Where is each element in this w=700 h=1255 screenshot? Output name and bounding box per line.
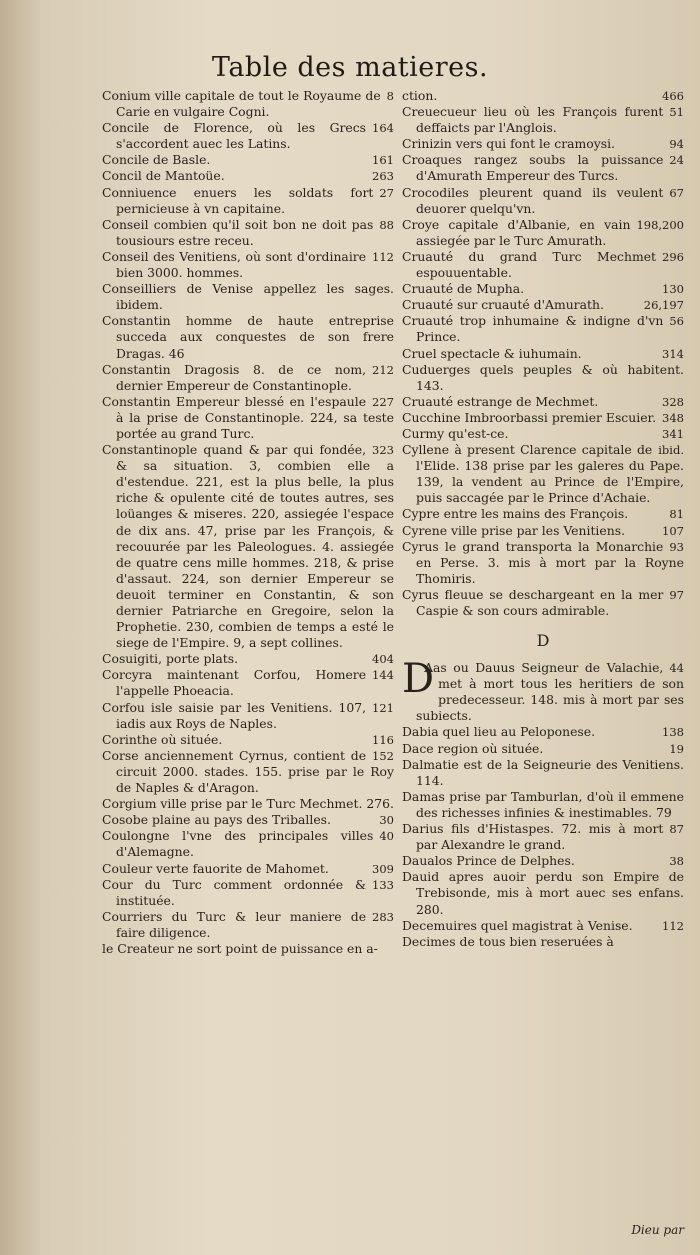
drop-cap: D bbox=[402, 656, 435, 703]
page-reference: 81 bbox=[669, 507, 684, 522]
page-reference: 26,197 bbox=[643, 298, 684, 313]
index-entry bbox=[402, 217, 684, 249]
page-reference: 161 bbox=[372, 153, 394, 168]
entry-text: Concil de Mantoüe. bbox=[102, 168, 225, 184]
entry-text: Couleur verte fauorite de Mahomet. bbox=[102, 860, 329, 876]
page-reference: 30 bbox=[379, 813, 394, 828]
entry-text: Conium ville capitale de tout le Royaume de Carie en vulgaire Cogni. bbox=[102, 88, 381, 120]
page-reference: 121 bbox=[372, 700, 394, 715]
index-entry bbox=[402, 281, 684, 297]
index-entry bbox=[102, 667, 394, 699]
entry-text: Conseil des Venitiens, où sont d'ordinaire bien 3000. hommes. bbox=[102, 248, 367, 281]
entry-text: Dalmatie est de la Seigneurie des Venitiens. 114. bbox=[402, 756, 684, 788]
page-reference: 263 bbox=[372, 169, 394, 184]
index-entry bbox=[402, 152, 684, 184]
entry-text: Cruauté trop inhumaine & indigne d'vn Prince. bbox=[402, 313, 664, 345]
page-reference: 328 bbox=[662, 394, 684, 409]
d-section-entries bbox=[402, 656, 684, 950]
entry-text: Creuecueur lieu où les François furent deffaicts par l'Anglois. bbox=[402, 104, 664, 136]
index-entry bbox=[102, 152, 394, 168]
page-reference: 116 bbox=[372, 732, 394, 747]
entry-text: Cour du Turc comment ordonnée & instituée. bbox=[102, 876, 367, 908]
page-reference: 466 bbox=[662, 89, 684, 103]
entry-text: Cypre entre les mains des François. bbox=[402, 506, 629, 522]
entry-text: Constantinople quand & par qui fondée, & sa situation. 3, combien elle a d'estendue. 221, est la plus belle, la plus riche & opulente cité de toutes autres, ses loüanges & miseres. 220, assiegée l'espace de dix ans. 47, prise par les François, & recouurée par les Paleologues. 4. assiegée de quatre cens mille hommes. 218, & prise d'assaut. 224, son dernier Empereur se deuoit terminer en Constantin, & son dernier Patriarche en Gregoire, selon la Prophetie. 230, combien de temps a esté le siege de l'Empire. 9, a sept collines. bbox=[102, 442, 394, 651]
entry-text: Cruel spectacle & iuhumain. bbox=[402, 345, 582, 361]
entry-text: Conniuence enuers les soldats fort pernicieuse à vn capitaine. bbox=[102, 184, 374, 216]
entry-text: Constantin Dragosis 8. de ce nom, dernier Empereur de Constantinople. bbox=[102, 361, 367, 393]
page-reference: 296 bbox=[662, 249, 684, 264]
entry-text: Cruauté de Mupha. bbox=[402, 281, 525, 297]
entry-text: Concile de Florence, où les Grecs s'accordent auec les Latins. bbox=[102, 120, 367, 152]
entry-text: Crinizin vers qui font le cramoysi. bbox=[402, 136, 615, 152]
entry-text: Decemuires quel magistrat à Venise. bbox=[402, 917, 633, 933]
page-reference: 40 bbox=[379, 829, 394, 844]
index-entry bbox=[102, 281, 394, 313]
index-entry bbox=[402, 918, 684, 934]
index-entry bbox=[102, 120, 394, 152]
entry-text: Corcyra maintenant Corfou, Homere l'appelle Phoeacia. bbox=[102, 667, 367, 699]
entry-text: Coulongne l'vne des principales villes d'Alemagne. bbox=[102, 828, 374, 860]
page-reference: 8 bbox=[386, 89, 394, 103]
index-entry bbox=[102, 748, 394, 796]
entry-text: Cyrene ville prise par les Venitiens. bbox=[402, 522, 626, 538]
entry-text: Cruauté estrange de Mechmet. bbox=[402, 393, 599, 409]
entry-text: Croye capitale d'Albanie, en vain assiegée par le Turc Amurath. bbox=[402, 216, 631, 248]
index-entry bbox=[402, 442, 684, 506]
index-entry bbox=[102, 941, 394, 957]
index-entry bbox=[402, 656, 684, 724]
entry-text: Dace region où située. bbox=[402, 740, 544, 756]
index-entry bbox=[102, 217, 394, 249]
entry-text: Cosuigiti, porte plats. bbox=[102, 651, 239, 667]
index-entry bbox=[402, 789, 684, 821]
index-entry bbox=[102, 442, 394, 651]
index-entry bbox=[402, 410, 684, 426]
page-reference: 51 bbox=[669, 105, 684, 120]
index-entry bbox=[402, 104, 684, 136]
page-reference: 130 bbox=[662, 282, 684, 297]
entry-text: Conseilliers de Venise appellez les sages. ibidem. bbox=[102, 281, 394, 313]
page-reference: 404 bbox=[372, 652, 394, 667]
page-reference: 112 bbox=[372, 249, 394, 264]
index-entry bbox=[402, 394, 684, 410]
index-entry bbox=[402, 741, 684, 757]
entry-text: Croaques rangez soubs la puissance d'Amurath Empereur des Turcs. bbox=[402, 152, 664, 184]
index-entry bbox=[402, 934, 684, 950]
page-reference: 38 bbox=[669, 854, 684, 869]
entry-text: Corinthe où située. bbox=[102, 731, 223, 747]
page-reference: 94 bbox=[669, 137, 684, 152]
entry-text: Dabia quel lieu au Peloponese. bbox=[402, 724, 596, 740]
index-entry bbox=[402, 362, 684, 394]
index-entry bbox=[402, 426, 684, 442]
page-reference: 24 bbox=[669, 153, 684, 168]
page-reference: 283 bbox=[372, 909, 394, 924]
page-reference: 19 bbox=[669, 741, 684, 756]
entry-text: Decimes de tous bien reseruées à bbox=[402, 933, 614, 949]
index-entry bbox=[402, 539, 684, 587]
index-entry bbox=[402, 757, 684, 789]
entry-text: Corfou isle saisie par les Venitiens. 107, iadis aux Roys de Naples. bbox=[102, 699, 367, 731]
index-entry bbox=[102, 828, 394, 860]
entry-text: Concile de Basle. bbox=[102, 152, 211, 168]
entry-text: Cuduerges quels peuples & où habitent. 143. bbox=[402, 361, 684, 393]
index-entry bbox=[102, 185, 394, 217]
page-title: Table des matieres. bbox=[211, 52, 489, 83]
page-reference: ibid. bbox=[658, 443, 684, 458]
page-reference: 27 bbox=[379, 185, 394, 200]
index-entry bbox=[102, 909, 394, 941]
index-entry bbox=[102, 249, 394, 281]
index-entry bbox=[402, 724, 684, 740]
index-entry bbox=[402, 821, 684, 853]
page-reference: 97 bbox=[669, 587, 684, 602]
page-reference: 56 bbox=[669, 314, 684, 329]
page-reference: 341 bbox=[662, 426, 684, 441]
section-letter-heading: D bbox=[536, 631, 550, 651]
entry-text: Corse anciennement Cyrnus, contient de circuit 2000. stades. 155. prise par le Roy de Naples & d'Aragon. bbox=[102, 747, 394, 796]
index-entry bbox=[402, 313, 684, 345]
entry-text: Darius fils d'Histaspes. 72. mis à mort par Alexandre le grand. bbox=[402, 821, 664, 853]
index-entry bbox=[102, 168, 394, 184]
entry-text: Cruauté sur cruauté d'Amurath. bbox=[402, 297, 604, 313]
index-entry bbox=[402, 869, 684, 917]
page-reference: 152 bbox=[372, 748, 394, 763]
index-entry bbox=[102, 651, 394, 667]
index-entry bbox=[102, 88, 394, 120]
index-entry bbox=[102, 796, 394, 812]
page-reference: 67 bbox=[669, 185, 684, 200]
index-entry bbox=[402, 853, 684, 869]
page-reference: 93 bbox=[669, 539, 684, 554]
entry-text: Constantin homme de haute entreprise succeda aux conquestes de son frere Dragas. 46 bbox=[102, 313, 394, 361]
right-column bbox=[402, 88, 684, 950]
index-entry bbox=[402, 88, 684, 104]
index-entry bbox=[102, 394, 394, 442]
page-reference: 138 bbox=[662, 725, 684, 740]
entry-text: Crocodiles pleurent quand ils veulent deuorer quelqu'vn. bbox=[402, 184, 664, 216]
entry-text: Cyrus fleuue se deschargeant en la mer Caspie & son cours admirable. bbox=[402, 586, 664, 618]
entry-text: Aas ou Dauus Seigneur de Valachie, met à mort tous les heritiers de son predecesseur. 148. mis à mort par ses subiects. bbox=[416, 660, 684, 724]
entry-text: Daualos Prince de Delphes. bbox=[402, 853, 575, 869]
page-reference: 107 bbox=[662, 523, 684, 538]
entry-text: Conseil combien qu'il soit bon ne doit pas tousiours estre receu. bbox=[102, 216, 374, 248]
index-entry bbox=[402, 587, 684, 619]
page-reference: 87 bbox=[669, 822, 684, 837]
index-entry bbox=[102, 313, 394, 361]
entry-text: Dauid apres auoir perdu son Empire de Trebisonde, mis à mort auec ses enfans. 280. bbox=[402, 869, 684, 917]
index-entry bbox=[402, 297, 684, 313]
index-entry bbox=[402, 523, 684, 539]
page-reference: 198,200 bbox=[636, 217, 684, 232]
entry-text: Constantin Empereur blessé en l'espaule à la prise de Constantinople. 224, sa teste portée au grand Turc. bbox=[102, 393, 394, 441]
page-reference: 227 bbox=[372, 394, 394, 409]
index-entry bbox=[402, 136, 684, 152]
entry-text: Damas prise par Tamburlan, d'où il emmene des richesses infinies & inestimables. 79 bbox=[402, 788, 684, 820]
page-reference: 164 bbox=[372, 121, 394, 136]
entry-text: ction. bbox=[402, 88, 438, 103]
catchword: Dieu par bbox=[631, 1223, 684, 1237]
entry-text: Cyllene à present Clarence capitale de l'Elide. 138 prise par les galeres du Pape. 139, la vendent au Prince de l'Empire, puis saccagée par le Prince d'Achaie. bbox=[402, 442, 684, 506]
left-column bbox=[102, 88, 394, 957]
right-column-entries bbox=[402, 88, 684, 619]
index-entry bbox=[102, 362, 394, 394]
index-entry bbox=[102, 700, 394, 732]
page-reference: 323 bbox=[372, 443, 394, 458]
index-entry bbox=[402, 185, 684, 217]
index-entry bbox=[402, 506, 684, 522]
index-entry bbox=[102, 732, 394, 748]
entry-text: Cyrus le grand transporta la Monarchie en Perse. 3. mis à mort par la Royne Thomiris. bbox=[402, 538, 684, 586]
entry-text: Courriers du Turc & leur maniere de faire diligence. bbox=[102, 908, 367, 940]
page-reference: 348 bbox=[662, 410, 684, 425]
page-reference: 314 bbox=[662, 346, 684, 361]
index-entry bbox=[102, 812, 394, 828]
index-entry bbox=[102, 877, 394, 909]
page-reference: 112 bbox=[662, 918, 684, 933]
entry-text: Cruauté du grand Turc Mechmet espouuentable. bbox=[402, 248, 657, 281]
entry-text: Corgium ville prise par le Turc Mechmet. 276. bbox=[102, 796, 394, 812]
index-entry bbox=[102, 861, 394, 877]
page-reference: 88 bbox=[379, 217, 394, 232]
index-entry bbox=[402, 249, 684, 281]
entry-text: Cucchine Imbroorbassi premier Escuier. bbox=[402, 409, 657, 425]
page-reference: 44 bbox=[669, 661, 684, 676]
page-reference: 309 bbox=[372, 861, 394, 876]
page-reference: 212 bbox=[372, 362, 394, 377]
entry-text: Curmy qu'est-ce. bbox=[402, 425, 509, 441]
index-entry bbox=[402, 346, 684, 362]
page-reference: 133 bbox=[372, 877, 394, 892]
page-reference: 144 bbox=[372, 668, 394, 683]
entry-text: Cosobe plaine au pays des Triballes. bbox=[102, 812, 331, 828]
entry-text: le Createur ne sort point de puissance en a- bbox=[102, 940, 378, 956]
